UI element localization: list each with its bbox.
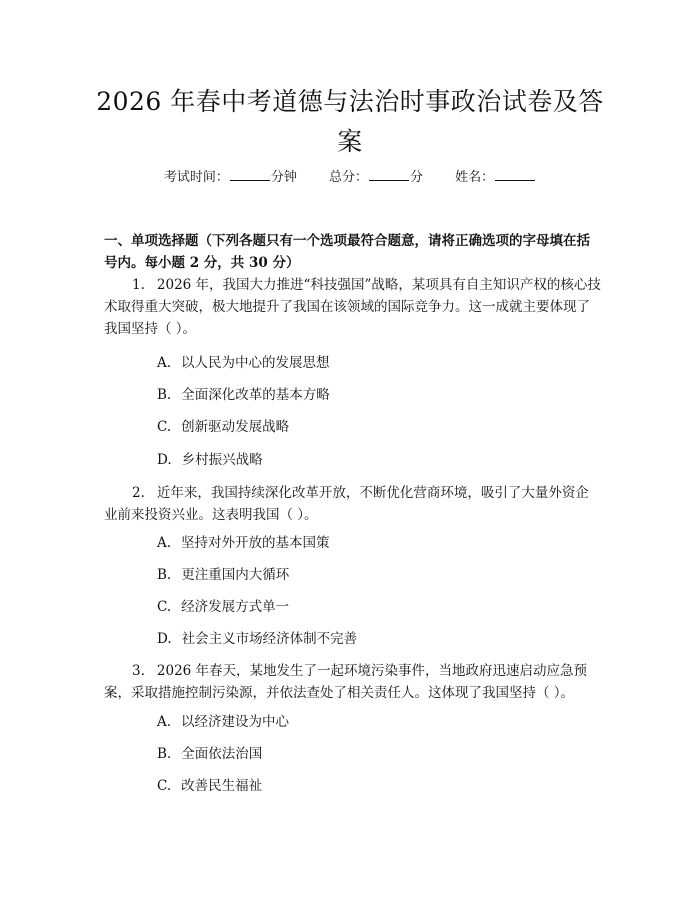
total-score-label: 总分： — [328, 170, 368, 185]
student-name-label: 姓名： — [455, 170, 495, 185]
question-1-option-c — [157, 416, 289, 438]
option-text: 创新驱动发展战略 — [181, 419, 290, 435]
student-name-blank — [495, 168, 535, 181]
question-3-option-a — [157, 711, 289, 733]
option-letter: B. — [157, 567, 172, 583]
question-1-option-d — [157, 449, 263, 471]
exam-time-label: 考试时间： — [163, 170, 229, 185]
option-text: 以人民为中心的发展思想 — [181, 355, 330, 371]
question-number: 2. — [132, 485, 145, 501]
question-number: 1. — [132, 277, 145, 293]
total-score-field — [329, 170, 427, 185]
exam-time-blank — [230, 168, 270, 181]
question-1 — [104, 274, 602, 340]
question-3-option-b — [157, 743, 262, 765]
question-1-option-a — [157, 352, 330, 374]
option-text: 以经济建设为中心 — [181, 714, 290, 730]
exam-info-line — [0, 168, 700, 187]
section-heading: 一、单项选择题（下列各题只有一个选项最符合题意，请将正确选项的字母填在括号内。每小题 2 分，共 30 分） — [104, 233, 590, 271]
exam-time-field — [164, 170, 301, 185]
option-letter: B. — [157, 387, 172, 403]
option-letter: C. — [157, 778, 172, 794]
option-letter: A. — [157, 535, 172, 551]
question-1-option-b — [157, 384, 330, 406]
option-letter: C. — [157, 599, 172, 615]
question-number: 3. — [132, 663, 145, 679]
option-letter: D. — [157, 452, 172, 468]
option-letter: A. — [157, 714, 172, 730]
question-text: 2026 年春天，某地发生了一起环境污染事件，当地政府迅速启动应急预案，采取措施控制污染源，并依法查处了相关责任人。这体现了我国坚持（ ）。 — [104, 663, 588, 701]
option-text: 全面深化改革的基本方略 — [181, 387, 330, 403]
student-name-field — [455, 170, 536, 185]
option-letter: A. — [157, 355, 172, 371]
option-letter: D. — [157, 631, 172, 647]
option-text: 社会主义市场经济体制不完善 — [181, 631, 358, 647]
option-text: 乡村振兴战略 — [181, 452, 263, 468]
question-text: 2026 年，我国大力推进“科技强国”战略，某项具有自主知识产权的核心技术取得重大突破，极大地提升了我国在该领域的国际竞争力。这一成就主要体现了我国坚持（ ）。 — [104, 277, 601, 337]
total-score-unit: 分 — [410, 170, 424, 185]
option-text: 经济发展方式单一 — [181, 599, 290, 615]
option-text: 全面依法治国 — [181, 746, 263, 762]
option-text: 改善民生福祉 — [181, 778, 263, 794]
option-letter: B. — [157, 746, 172, 762]
page-title: 2026 年春中考道德与法治时事政治试卷及答案 — [96, 87, 604, 156]
question-3 — [104, 660, 602, 704]
exam-time-unit: 分钟 — [270, 170, 297, 185]
option-text: 更注重国内大循环 — [181, 567, 290, 583]
question-2-option-b — [157, 564, 289, 586]
question-2-option-c — [157, 596, 289, 618]
question-2-option-d — [157, 628, 357, 650]
option-letter: C. — [157, 419, 172, 435]
question-2-option-a — [157, 532, 330, 554]
total-score-blank — [369, 168, 409, 181]
question-text: 近年来，我国持续深化改革开放，不断优化营商环境，吸引了大量外资企业前来投资兴业。这表明我国（ ）。 — [104, 485, 589, 523]
option-text: 坚持对外开放的基本国策 — [181, 535, 330, 551]
question-2 — [104, 482, 602, 526]
question-3-option-c — [157, 775, 262, 797]
